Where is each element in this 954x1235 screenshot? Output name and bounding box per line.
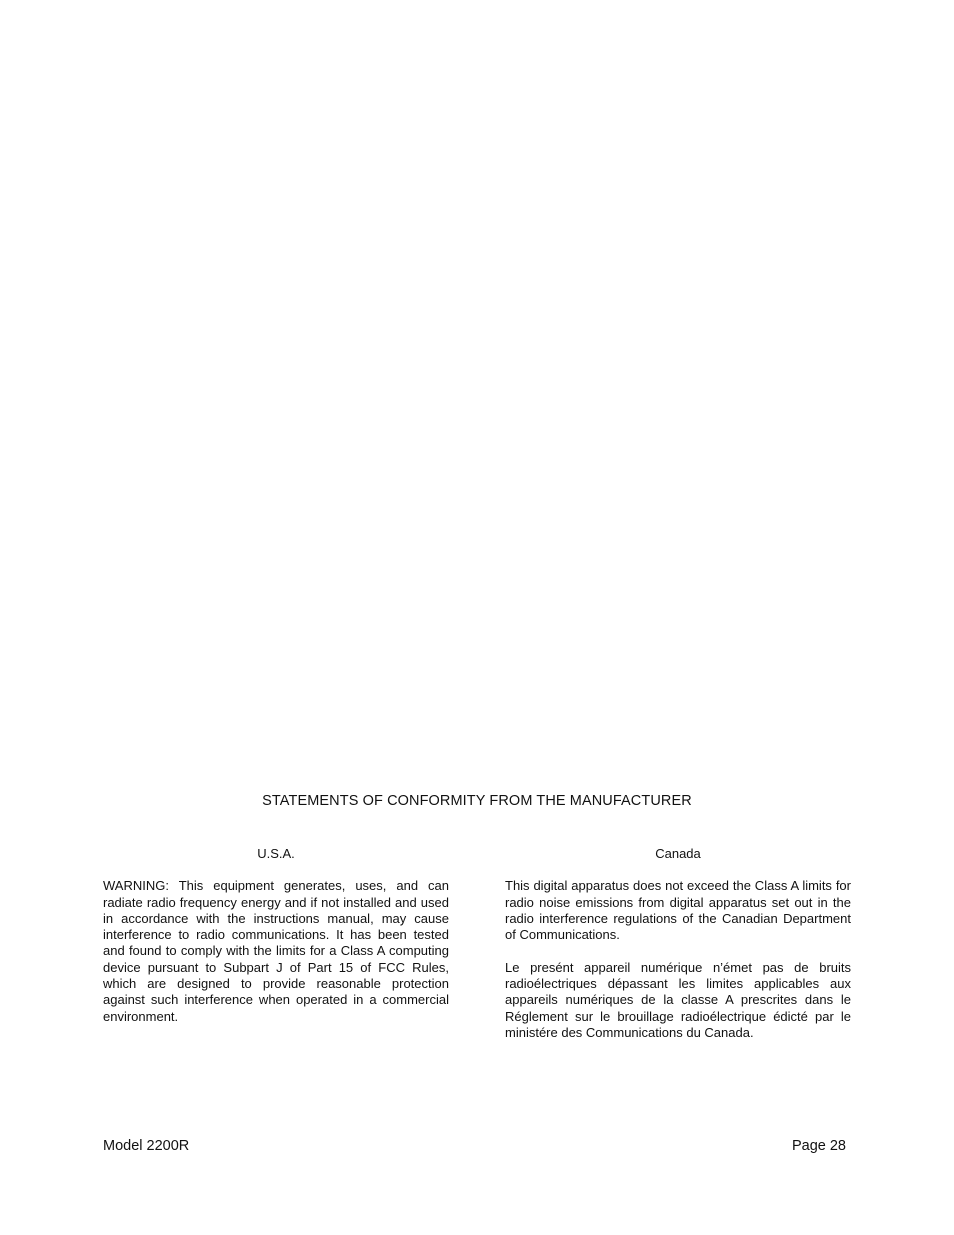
canada-english-paragraph: This digital apparatus does not exceed the Class A limits for radio noise emissions from digital apparatus set out in the radio interference regulations of the Canadian Department of Communications. [505,878,851,943]
usa-warning-paragraph: WARNING: This equipment generates, uses, and can radiate radio frequency energy and if not installed and used in accordance with the instructions manual, may cause interference to radio communications. It has been tested and found to comply with the limits for a Class A computing device pursuant to Subpart J of Part 15 of FCC Rules, which are designed to provide reasonable protection against such interference when operated in a commercial environment. [103,878,449,1024]
footer-model: Model 2200R [103,1138,190,1154]
usa-heading: U.S.A. [257,846,295,861]
usa-statement-column [103,846,449,1025]
canada-french-paragraph: Le presént appareil numérique n’émet pas de bruits radioélectriques dépassant les limites applicables aux appareils numériques de la classe A prescrites dans le Réglement sur le brouillage radioélectrique édicté par le ministére des Communications du Canada. [505,959,851,1040]
canada-statement-column [505,846,851,1041]
document-title: STATEMENTS OF CONFORMITY FROM THE MANUFACTURER [262,793,692,809]
canada-heading: Canada [655,846,701,861]
footer-page-number: Page 28 [791,1138,846,1154]
